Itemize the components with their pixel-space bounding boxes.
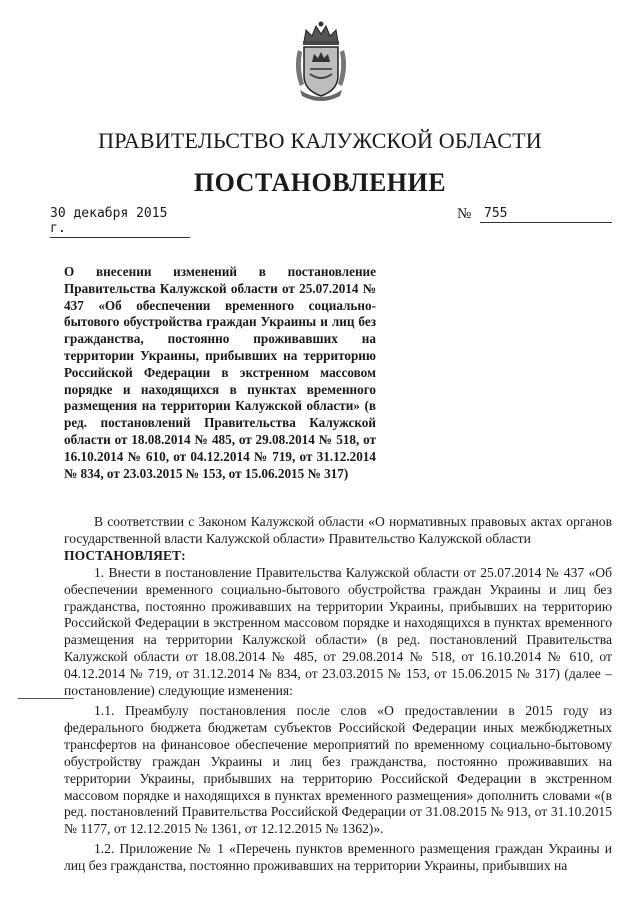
item-1-1-paragraph: 1.1. Преамбулу постановления после слов «О предоставлении в 2015 году из федерального бюджета бюджетам субъектов Российской Федерации иных межбюджетных трансфертов на финансовое обеспечение мероприятий по временному социально-бытовому обустройству граждан Украины и лиц без гражданства, постоянно проживавших на территории Украины, прибывших на территорию Российской Федерации в экстренном массовом порядке и находящихся в пунктах временного размещения» дополнить словами «(в ред. постановлений Правительства Российской Федерации от 31.08.2015 № 913, от 31.10.2015 № 1177, от 12.12.2015 № 1361, от 12.12.2015 № 1362)». — [64, 702, 612, 837]
organization-title: ПРАВИТЕЛЬСТВО КАЛУЖСКОЙ ОБЛАСТИ — [98, 128, 542, 153]
document-number: 755 — [480, 206, 612, 223]
decree-word: ПОСТАНОВЛЯЕТ: — [64, 547, 186, 563]
item-1-paragraph: 1. Внести в постановление Правительства Калужской области от 25.07.2014 № 437 «Об обеспечении временного социально-бытового обустройства граждан Украины и лиц без гражданства, постоянно проживавших на территории Украины, прибывших на территорию Российской Федерации в экстренном массовом порядке и находящихся в пунктах временного размещения на территории Калужской области» (в ред. постановлений Правительства Калужской области от 18.08.2014 № 485, от 29.08.2014 № 518, от 16.10.2014 № 610, от 04.12.2014 № 719, от 31.12.2014 № 834, от 23.03.2015 № 153, от 15.06.2015 № 317) (далее – постановление) следующие изменения: — [64, 564, 612, 699]
document-body — [64, 514, 612, 875]
scan-artifact-line — [18, 698, 74, 699]
number-sign: № — [457, 206, 472, 222]
document-subject: О внесении изменений в постановление Правительства Калужской области от 25.07.2014 № 437 «Об обеспечении временного социально-бытового обустройства граждан Украины и лиц без гражданства, постоянно проживавших на территории Украины, прибывших на территорию Российской Федерации в экстренном массовом порядке и находящихся в пунктах временного размещения на территории Калужской области» (в ред. постановлений Правительства Калужской области от 18.08.2014 № 485, от 29.08.2014 № 518, от 16.10.2014 № 610, от 04.12.2014 № 719, от 31.12.2014 № 834, от 23.03.2015 № 153, от 15.06.2015 № 317) — [64, 264, 376, 481]
coat-of-arms-emblem — [292, 20, 350, 102]
preamble-paragraph: В соответствии с Законом Калужской области «О нормативных правовых актах органов государственной власти Калужской области» Правительство Калужской области — [64, 514, 612, 546]
document-type-heading: ПОСТАНОВЛЕНИЕ — [193, 168, 447, 197]
kaluga-coat-of-arms-icon — [292, 20, 350, 102]
document-date: 30 декабря 2015 г. — [50, 206, 190, 238]
item-1-2-paragraph: 1.2. Приложение № 1 «Перечень пунктов временного размещения граждан Украины и лиц без гражданства, постоянно проживавших на территории Украины, прибывших на — [64, 841, 612, 874]
